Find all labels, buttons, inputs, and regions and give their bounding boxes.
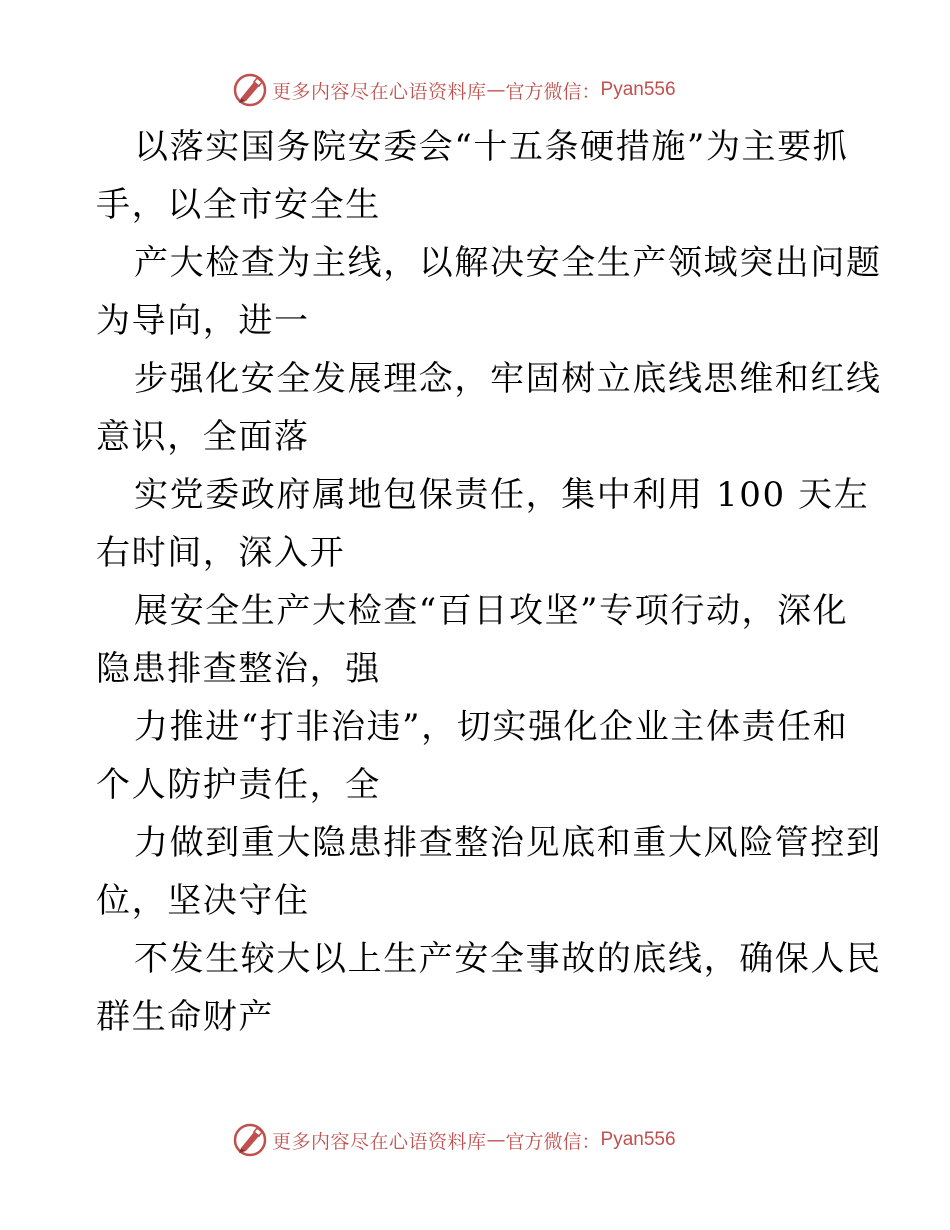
watermark-wechat-label: 官方微信： — [505, 80, 601, 103]
paragraph — [96, 466, 870, 582]
pen-logo-icon — [232, 1122, 268, 1158]
footer-watermark — [232, 1120, 712, 1160]
watermark-wechat-label: 官方微信： — [505, 1130, 601, 1153]
document-body — [96, 118, 882, 1046]
watermark-separator: — — [486, 79, 506, 101]
paragraph — [96, 698, 856, 814]
paragraph-line: 以落实国务院安委会“十五条硬措施”为主要抓 — [134, 127, 849, 167]
paragraph — [96, 814, 882, 930]
paragraph-line: 隐患排查整治，强 — [96, 649, 381, 689]
watermark-wechat-id: Pyan556 — [600, 79, 676, 100]
paragraph — [96, 930, 882, 1046]
paragraph-line: 产大检查为主线，以解决安全生产领域突出问题 — [134, 243, 882, 283]
paragraph-line: 力做到重大隐患排查整治见底和重大风险管控到 — [134, 823, 882, 863]
watermark-separator: — — [486, 1129, 506, 1151]
paragraph-line: 为导向，进一 — [96, 301, 310, 341]
paragraph-line: 力推进“打非治违”，切实强化企业主体责任和 — [134, 707, 849, 747]
paragraph-line: 实党委政府属地包保责任，集中利用 100 天左 — [134, 475, 870, 515]
watermark-text: 更多内容尽在心语资料库 — [272, 80, 487, 103]
paragraph-line: 群生命财产 — [96, 997, 274, 1037]
paragraph — [96, 234, 882, 350]
pen-logo-icon — [232, 72, 268, 108]
watermark-text: 更多内容尽在心语资料库 — [272, 1130, 487, 1153]
paragraph-line: 位，坚决守住 — [96, 881, 310, 921]
paragraph-line: 步强化安全发展理念，牢固树立底线思维和红线 — [134, 359, 882, 399]
watermark-wechat-id: Pyan556 — [600, 1129, 676, 1150]
paragraph-line: 个人防护责任，全 — [96, 765, 381, 805]
paragraph — [96, 582, 856, 698]
paragraph-line: 意识，全面落 — [96, 417, 310, 457]
paragraph-line: 展安全生产大检查“百日攻坚”专项行动，深化 — [134, 591, 849, 631]
paragraph-line: 右时间，深入开 — [96, 533, 346, 573]
paragraph-line: 不发生较大以上生产安全事故的底线，确保人民 — [134, 939, 882, 979]
paragraph-line: 手，以全市安全生 — [96, 185, 381, 225]
header-watermark — [232, 70, 712, 110]
paragraph — [96, 118, 856, 234]
paragraph — [96, 350, 882, 466]
